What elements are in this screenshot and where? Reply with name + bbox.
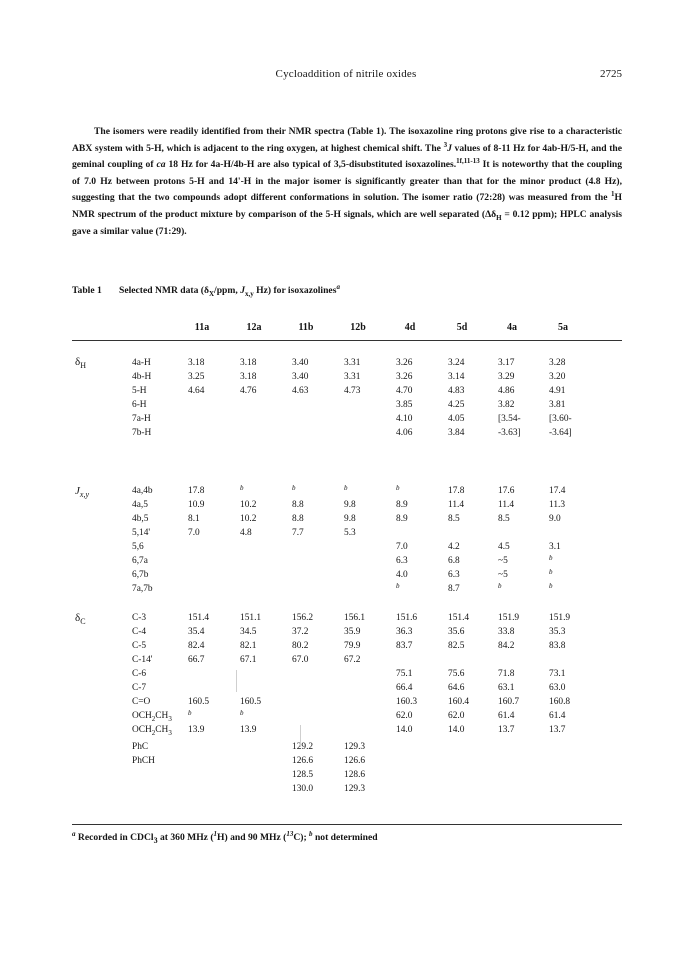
footnote-text: at 360 MHz ( (157, 832, 214, 843)
row-label: 6-H (132, 400, 147, 410)
row-label: $OCH_2CH_3$ (132, 711, 172, 723)
table-cell: 4.10 (396, 414, 413, 424)
row-label: 5,6 (132, 542, 144, 552)
table-cell: b (396, 484, 400, 492)
table-cell: 151.1 (240, 613, 262, 623)
italic-text: ca (156, 159, 166, 171)
superscript: 3 (443, 140, 448, 149)
table-label: Table 1 (72, 285, 102, 296)
table-cell: 8.9 (396, 514, 408, 524)
subscript: 3 (153, 835, 158, 845)
table-cell: 7.0 (396, 542, 408, 552)
table-cell: [3.60- (549, 414, 572, 424)
table-cell: 156.2 (292, 613, 314, 623)
table-cell: 9.8 (344, 500, 356, 510)
table-cell: 3.25 (188, 372, 205, 382)
table-cell: 3.24 (448, 358, 465, 368)
table-cell: 13.7 (498, 725, 515, 735)
table-cell: b (344, 484, 348, 492)
table-cell: 75.1 (396, 669, 413, 679)
table-cell: b (549, 554, 553, 562)
body-text: H NMR spectrum of the product mixture by comparison of the 5-H signals, which are well separated (Δδ (72, 192, 622, 220)
table-cell: 129.3 (344, 784, 366, 794)
table-cell: 67.1 (240, 655, 257, 665)
table-cell: 126.6 (292, 756, 314, 766)
column-header: 11a (194, 322, 210, 333)
caption-text: Selected NMR data (δ (119, 285, 209, 296)
scan-mark (300, 725, 301, 747)
row-label: 7b-H (132, 428, 152, 438)
row-label: PhCH (132, 756, 155, 766)
row-label: 7a-H (132, 414, 151, 424)
table-cell: 61.4 (498, 711, 515, 721)
table-cell: 4.63 (292, 386, 309, 396)
table-cell: 13.9 (188, 725, 205, 735)
footnote-marker: a (336, 282, 340, 291)
table-cell: 63.0 (549, 683, 566, 693)
column-header: 12b (350, 322, 366, 333)
table-cell: 13.9 (240, 725, 257, 735)
table-cell: 4.2 (448, 542, 460, 552)
table-cell: 160.5 (188, 697, 210, 707)
row-label: 4a,4b (132, 486, 153, 496)
column-header: 5d (456, 322, 468, 333)
table-cell: 3.1 (549, 542, 561, 552)
table-cell: 82.1 (240, 641, 257, 651)
table-cell: 160.7 (498, 697, 520, 707)
row-label: 4b,5 (132, 514, 149, 524)
table-cell: b (396, 582, 400, 590)
table-cell: 7.0 (188, 528, 200, 538)
table-cell: 9.8 (344, 514, 356, 524)
table-cell: 130.0 (292, 784, 314, 794)
table-caption (72, 282, 340, 298)
row-label: 6,7a (132, 556, 148, 566)
group-symbol: δ (75, 356, 81, 368)
table-cell: 4.83 (448, 386, 465, 396)
table-cell: 35.6 (448, 627, 465, 637)
table-cell: 36.3 (396, 627, 413, 637)
footnote-text: Recorded in CDCl (75, 832, 154, 843)
table-cell: 3.18 (240, 358, 257, 368)
table-cell: 151.9 (549, 613, 571, 623)
table-cell: 156.1 (344, 613, 366, 623)
group-subscript: x,y (79, 490, 89, 500)
row-label: C-14' (132, 655, 153, 665)
table-cell: 126.6 (344, 756, 366, 766)
group-subscript: C (80, 617, 86, 627)
table-cell: 151.6 (396, 613, 418, 623)
row-label: C-7 (132, 683, 147, 693)
table-cell: 4.73 (344, 386, 361, 396)
group-symbol: J (75, 485, 80, 497)
table-bottom-rule (72, 824, 622, 825)
column-header: 5a (558, 322, 568, 333)
table-cell: 4.86 (498, 386, 515, 396)
table-cell: b (188, 709, 192, 717)
table-cell: 62.0 (396, 711, 413, 721)
table-cell: 14.0 (396, 725, 413, 735)
table-cell: 14.0 (448, 725, 465, 735)
table-cell: 73.1 (549, 669, 566, 679)
superscript: 1 (611, 190, 615, 199)
row-label: PhC (132, 742, 149, 752)
table-cell: 3.85 (396, 400, 413, 410)
row-label: C=O (132, 697, 151, 707)
table-cell: 4.76 (240, 386, 257, 396)
superscript: 13 (286, 829, 294, 838)
table-cell: 67.0 (292, 655, 309, 665)
group-label-delta-h (75, 356, 86, 370)
table-cell: 8.1 (188, 514, 200, 524)
table-cell: 8.9 (396, 500, 408, 510)
row-label: C-3 (132, 613, 147, 623)
table-cell: 160.8 (549, 697, 571, 707)
table-cell: 3.26 (396, 372, 413, 382)
table-cell: 33.8 (498, 627, 515, 637)
table-cell: -3.63] (498, 428, 521, 438)
table-cell: 3.81 (549, 400, 566, 410)
table-cell: 3.28 (549, 358, 566, 368)
table-cell: 82.4 (188, 641, 205, 651)
column-header: 11b (298, 322, 314, 333)
footnote-marker: b (309, 829, 313, 838)
body-text: values of 8-11 Hz for 4ab-H/5-H, and the geminal coupling of (72, 142, 623, 171)
table-cell: 3.31 (344, 372, 361, 382)
table-cell: 66.7 (188, 655, 205, 665)
row-label: $OCH_2CH_3$ (132, 725, 172, 737)
table-cell: 4.91 (549, 386, 566, 396)
table-cell: 17.4 (549, 486, 566, 496)
table-footnote (72, 829, 378, 845)
table-cell: 64.6 (448, 683, 465, 693)
table-cell: 63.1 (498, 683, 515, 693)
table-cell: 4.05 (448, 414, 465, 424)
footnote-text: C); (293, 832, 310, 843)
coupling-symbol: J (240, 285, 245, 296)
body-text: 18 Hz for 4a-H/4b-H are also typical of 3,5-disubstituted isoxazolines. (165, 159, 457, 171)
table-cell: 67.2 (344, 655, 361, 665)
table-cell: 17.8 (448, 486, 465, 496)
table-cell: 128.5 (292, 770, 314, 780)
group-label-coupling (75, 485, 89, 499)
table-cell: 8.8 (292, 500, 304, 510)
caption-text: /ppm, (214, 285, 241, 296)
table-cell: 62.0 (448, 711, 465, 721)
table-cell: b (292, 484, 296, 492)
table-cell: 4.8 (240, 528, 252, 538)
body-text: = 0.12 ppm); HPLC analysis gave a similar value (71:29). (72, 208, 622, 237)
table-cell: 8.8 (292, 514, 304, 524)
table-cell: 4.70 (396, 386, 413, 396)
table-cell: 11.3 (549, 500, 566, 510)
table-cell: 6.3 (396, 556, 408, 566)
column-header: 4d (404, 322, 416, 333)
table-cell: ~5 (498, 556, 508, 566)
table-cell: b (549, 582, 553, 590)
table-cell: 3.14 (448, 372, 465, 382)
table-cell: b (549, 568, 553, 576)
body-text: It is noteworthy that the coupling of 7.0 Hz between protons 5-H and 14'-H in the major isomer is significantly greater than that for the minor product (4.8 Hz), suggesting that the two compounds adopt different conformations in solution. The isomer ratio (72:28) was measured from the (72, 159, 622, 204)
table-cell: 4.5 (498, 542, 510, 552)
table-cell: 4.0 (396, 570, 408, 580)
table-cell: 9.0 (549, 514, 561, 524)
row-label: 5-H (132, 386, 147, 396)
table-cell: 8.5 (448, 514, 460, 524)
table-cell: 3.40 (292, 372, 309, 382)
table-cell: 80.2 (292, 641, 309, 651)
superscript: 1 (213, 829, 218, 838)
table-cell: 71.8 (498, 669, 515, 679)
table-cell: 4.06 (396, 428, 413, 438)
table-cell: 160.3 (396, 697, 418, 707)
row-label: 6,7b (132, 570, 149, 580)
table-cell: 129.2 (292, 742, 314, 752)
coupling-symbol: J (447, 142, 452, 154)
subscript: H (496, 213, 502, 222)
table-cell: 83.7 (396, 641, 413, 651)
group-label-delta-c (75, 612, 86, 626)
table-cell: 151.9 (498, 613, 520, 623)
table-cell: 17.6 (498, 486, 515, 496)
table-cell: 160.5 (240, 697, 262, 707)
subscript: x,y (244, 289, 254, 298)
table-cell: 82.5 (448, 641, 465, 651)
row-label: 4a,5 (132, 500, 148, 510)
table-cell: 129.3 (344, 742, 366, 752)
table-cell: 11.4 (448, 500, 465, 510)
row-label: 4a-H (132, 358, 151, 368)
body-paragraph (72, 124, 622, 240)
table-cell: 10.9 (188, 500, 205, 510)
table-cell: 3.82 (498, 400, 515, 410)
table-cell: 3.31 (344, 358, 361, 368)
table-top-rule (72, 340, 622, 341)
table-cell: b (240, 484, 244, 492)
table-cell: 84.2 (498, 641, 515, 651)
running-header-title: Cycloaddition of nitrile oxides (275, 68, 417, 80)
table-cell: [3.54- (498, 414, 521, 424)
table-cell: 6.8 (448, 556, 460, 566)
table-cell: 79.9 (344, 641, 361, 651)
footnote-marker: a (72, 829, 76, 838)
table-cell: 3.20 (549, 372, 566, 382)
table-cell: 13.7 (549, 725, 566, 735)
row-label: C-4 (132, 627, 147, 637)
row-label: 7a,7b (132, 584, 153, 594)
table-cell: 11.4 (498, 500, 515, 510)
footnote-text: H) and 90 MHz ( (217, 832, 287, 843)
table-cell: 7.7 (292, 528, 304, 538)
table-cell: 37.2 (292, 627, 309, 637)
table-cell: 6.3 (448, 570, 460, 580)
table-cell: 3.18 (240, 372, 257, 382)
table-cell: -3.64] (549, 428, 572, 438)
row-label: 5,14' (132, 528, 151, 538)
table-cell: 10.2 (240, 500, 257, 510)
table-cell: 4.25 (448, 400, 465, 410)
caption-text: Hz) for isoxazolines (253, 285, 337, 296)
table-cell: 66.4 (396, 683, 413, 693)
table-cell: 128.6 (344, 770, 366, 780)
row-label: C-5 (132, 641, 147, 651)
reference-superscript: 1f,11-13 (456, 157, 480, 165)
row-label: 4b-H (132, 372, 152, 382)
table-cell: 3.17 (498, 358, 515, 368)
group-symbol: δ (75, 612, 81, 624)
table-cell: 35.4 (188, 627, 205, 637)
table-cell: b (498, 582, 502, 590)
column-header: 12a (246, 322, 262, 333)
footnote-text: not determined (312, 832, 378, 843)
table-cell: 75.6 (448, 669, 465, 679)
table-cell: 5.3 (344, 528, 356, 538)
table-cell: 34.5 (240, 627, 257, 637)
table-cell: 10.2 (240, 514, 257, 524)
subscript: X (208, 289, 215, 298)
column-header: 4a (507, 322, 517, 333)
table-cell: 35.3 (549, 627, 566, 637)
table-cell: ~5 (498, 570, 508, 580)
table-cell: 151.4 (448, 613, 470, 623)
table-cell: 3.18 (188, 358, 205, 368)
table-cell: 160.4 (448, 697, 470, 707)
scan-mark (236, 670, 237, 692)
table-cell: 3.84 (448, 428, 465, 438)
table-cell: 3.29 (498, 372, 515, 382)
table-cell: b (240, 709, 244, 717)
table-cell: 35.9 (344, 627, 361, 637)
table-cell: 4.64 (188, 386, 205, 396)
body-text: The isomers were readily identified from their NMR spectra (Table 1). The isoxazoline ring protons give rise to a characteristic ABX system with 5-H, which is adjacent to the ring oxygen, at highest chemical shift. The (72, 126, 622, 154)
table-cell: 8.7 (448, 584, 460, 594)
table-cell: 151.4 (188, 613, 210, 623)
group-subscript: H (80, 361, 86, 371)
table-cell: 8.5 (498, 514, 510, 524)
table-cell: 61.4 (549, 711, 566, 721)
table-cell: 3.26 (396, 358, 413, 368)
table-cell: 3.40 (292, 358, 309, 368)
page-number: 2725 (600, 68, 622, 80)
table-cell: 17.8 (188, 486, 205, 496)
table-cell: 83.8 (549, 641, 566, 651)
row-label: C-6 (132, 669, 147, 679)
